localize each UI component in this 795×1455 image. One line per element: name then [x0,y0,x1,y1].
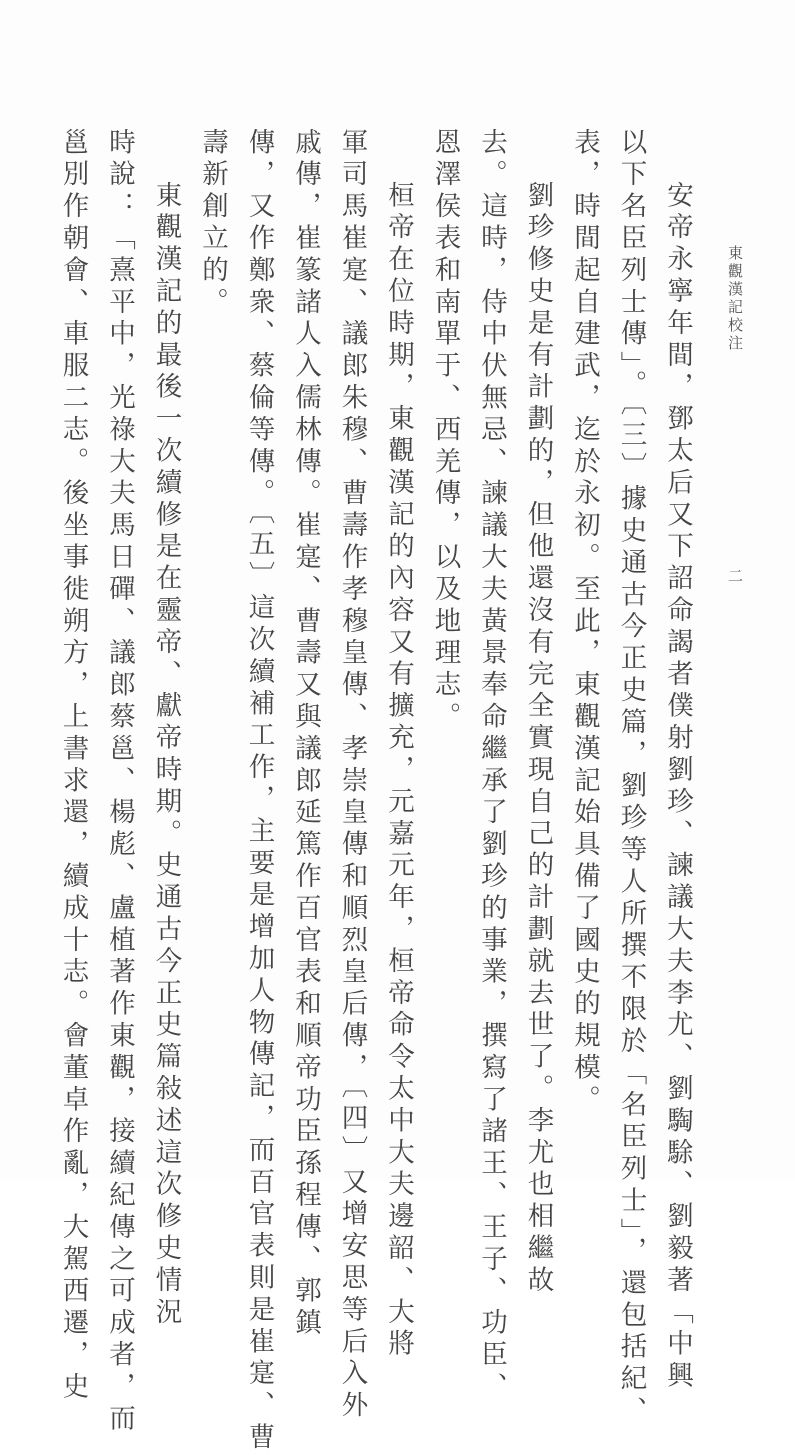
text-column: 戚傳，崔篆諸人入儒林傳。崔寔、曹壽又與議郎延篤作百官表和順帝功臣孫程傳、郭鎮 [290,128,321,1341]
text-column: 壽新創立的。 [197,128,228,320]
running-title: 東觀漢記校注 [726,245,744,353]
page-number: 二 [728,567,744,585]
body-text [49,128,700,1455]
text-column: 邕別作朝會、車服二志。後坐事徙朔方，上書求還，續成十志。會董卓作亂，大駕西遷，史 [57,128,89,1404]
text-column: 恩澤侯表和南單于、西羌傳，以及地理志。 [429,128,461,735]
text-column: 桓帝在位時期，東觀漢記的內容又有擴充，元嘉元年，桓帝命令太中大夫邊韶、大將 [383,181,414,1362]
text-column: 去。這時，侍中伏無忌、諫議大夫黃景奉命繼承了劉珍的事業，撰寫了諸王、王子、功臣、 [476,128,507,1404]
text-column: 以下名臣列士傳」。〔三〕據史通古今正史篇，劉珍等人所撰不限於「名臣列士」，還包括紀、 [615,128,647,1429]
text-column: 傳，又作鄭衆、蔡倫等傳。〔五〕這次續補工作，主要是增加人物傳記，而百官表則是崔寔、曹 [243,128,275,1455]
text-column: 表，時間起自建武，迄於永初。至此，東觀漢記始具備了國史的規模。 [569,128,600,1117]
text-column: 劉珍修史是有計劃的，但他還沒有完全實現自己的計劃就去世了。李尤也相繼故 [522,181,554,1298]
text-column: 東觀漢記的最後一次續修是在靈帝、獻帝時期。史通古今正史篇敍述這次修史情況 [150,181,182,1330]
text-column: 時說：「熹平中，光祿大夫馬日磾、議郎蔡邕、楊彪、盧植著作東觀，接續紀傳之可成者，而 [104,128,135,1436]
text-column: 安帝永寧年間，鄧太后又下詔命謁者僕射劉珍、諫議大夫李尤、劉騊駼、劉毅著「中興 [662,181,693,1394]
text-column: 軍司馬崔寔、議郎朱穆、曹壽作孝穆皇傳、孝崇皇傳和順烈皇后傳，〔四〕又增安思等后入外 [336,128,368,1423]
